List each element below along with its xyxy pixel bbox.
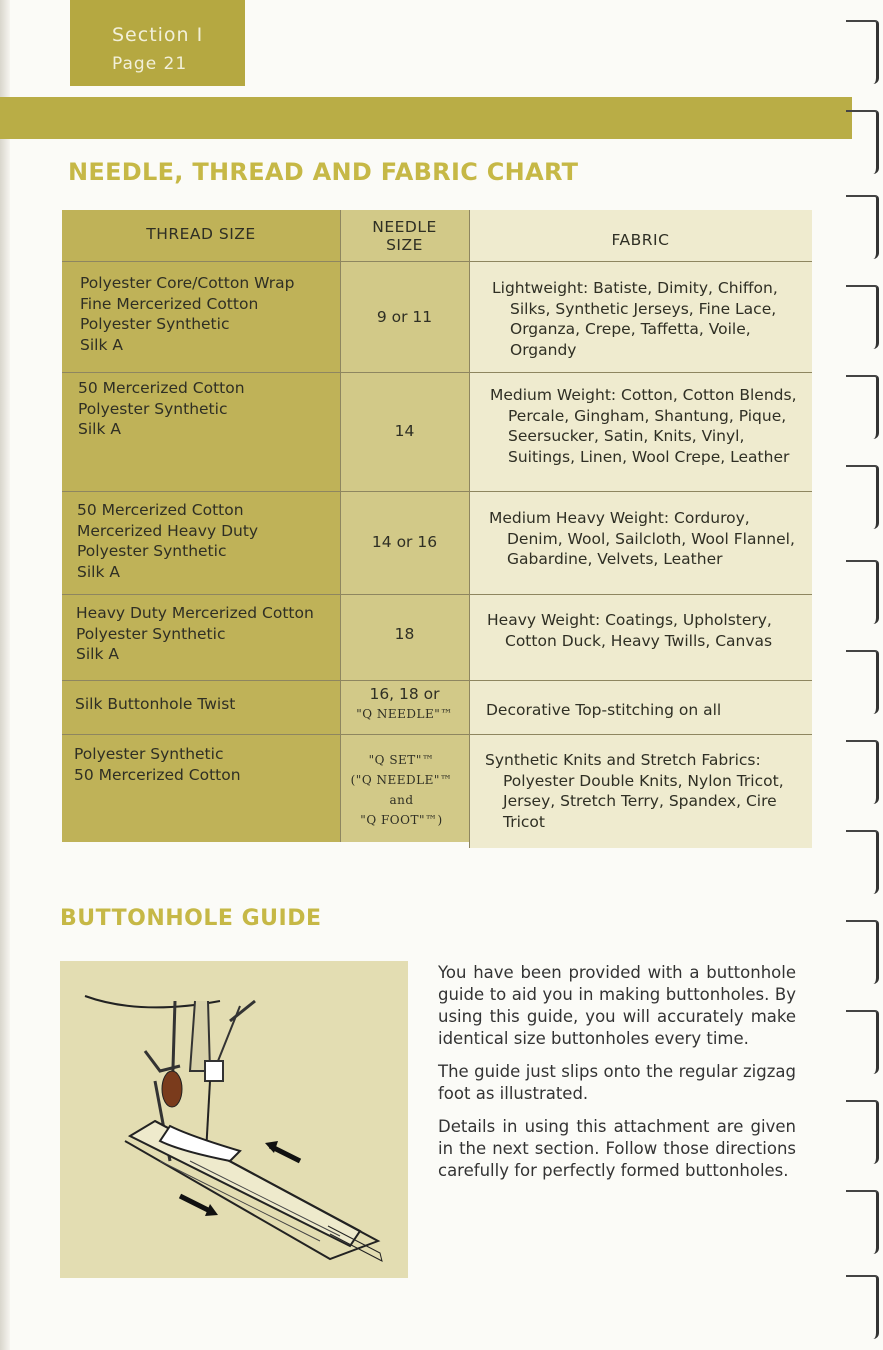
thread-line: Polyester Synthetic bbox=[80, 315, 230, 333]
index-tab bbox=[846, 920, 879, 984]
thread-line: Mercerized Heavy Duty bbox=[77, 521, 259, 540]
needle-cell bbox=[340, 624, 469, 645]
row-rule bbox=[62, 680, 812, 681]
needle-column-bg bbox=[340, 210, 469, 842]
header-band bbox=[0, 97, 852, 139]
fabric-cell bbox=[468, 700, 793, 721]
column-rule bbox=[469, 210, 470, 848]
thread-line: Silk Buttonhole Twist bbox=[75, 695, 236, 713]
index-tab bbox=[846, 560, 879, 624]
row-rule bbox=[62, 372, 812, 373]
guide-paragraph: Details in using this attachment are given in the next section. Follow those directions carefully for perfectly formed buttonholes. bbox=[438, 1117, 796, 1180]
needle-cell bbox=[334, 750, 469, 830]
thread-line: Heavy Duty Mercerized Cotton bbox=[76, 604, 314, 622]
thread-line: Silk A bbox=[76, 645, 119, 663]
index-tab bbox=[846, 20, 879, 84]
needle-cell bbox=[340, 421, 469, 442]
fabric-text: Decorative Top-stitching on all bbox=[486, 701, 722, 719]
thread-line: Polyester Synthetic bbox=[77, 542, 227, 560]
page-binding-edge bbox=[0, 0, 10, 1350]
guide-heading: BUTTONHOLE GUIDE bbox=[60, 906, 322, 931]
fabric-text: Lightweight: Batiste, Dimity, Chiffon, Silks, Synthetic Jerseys, Fine Lace, Organza, Crepe, Taffetta, Voile, Organdy bbox=[492, 279, 778, 359]
index-tab bbox=[846, 830, 879, 894]
needle-line: 9 or 11 bbox=[376, 308, 433, 326]
fabric-text: Heavy Weight: Coatings, Upholstery, Cotton Duck, Heavy Twills, Canvas bbox=[487, 611, 773, 650]
fabric-cell bbox=[474, 278, 799, 360]
fabric-cell bbox=[467, 750, 795, 832]
index-tab bbox=[846, 1190, 879, 1254]
section-tab bbox=[70, 0, 245, 86]
needle-line: and bbox=[389, 793, 414, 807]
thread-line: 50 Mercerized Cotton bbox=[74, 765, 241, 784]
fabric-cell bbox=[469, 610, 794, 651]
needle-line: "Q SET"™ bbox=[368, 753, 435, 767]
chart-heading: NEEDLE, THREAD AND FABRIC CHART bbox=[68, 158, 579, 186]
thread-line: Silk A bbox=[78, 420, 121, 438]
header-thread-size: THREAD SIZE bbox=[146, 225, 256, 243]
guide-paragraph: The guide just slips onto the regular zigzag foot as illustrated. bbox=[438, 1062, 796, 1103]
fabric-cell bbox=[471, 508, 796, 570]
guide-paragraph: You have been provided with a buttonhole guide to aid you in making buttonholes. By using this guide, you will accurately make identical size buttonholes every time. bbox=[438, 963, 796, 1048]
index-tab bbox=[846, 740, 879, 804]
thread-cell bbox=[80, 273, 335, 355]
thread-cell bbox=[78, 378, 333, 440]
thread-line: Silk A bbox=[80, 335, 123, 354]
row-rule bbox=[62, 594, 812, 595]
needle-line: ("Q NEEDLE"™ bbox=[350, 773, 453, 787]
header-needle-size: NEEDLE SIZE bbox=[372, 218, 437, 254]
index-tab bbox=[846, 1010, 879, 1074]
sewing-foot-drawing bbox=[60, 961, 408, 1278]
needle-line: "Q NEEDLE"™ bbox=[356, 707, 453, 721]
thread-line: Fine Mercerized Cotton bbox=[80, 294, 259, 313]
thread-line: Polyester Synthetic bbox=[78, 399, 228, 418]
thread-line: 50 Mercerized Cotton bbox=[77, 501, 244, 519]
needle-line: "Q FOOT"™) bbox=[360, 813, 443, 827]
needle-line: 18 bbox=[394, 625, 415, 643]
index-tab bbox=[846, 1100, 879, 1164]
column-rule bbox=[340, 210, 341, 842]
fabric-text: Synthetic Knits and Stretch Fabrics: Polyester Double Knits, Nylon Tricot, Jersey, Stretch Terry, Spandex, Cire Tricot bbox=[485, 751, 784, 831]
thread-line: Polyester Synthetic bbox=[76, 624, 226, 643]
needle-cell bbox=[340, 532, 469, 553]
needle-cell bbox=[340, 684, 469, 724]
fabric-cell bbox=[472, 385, 797, 467]
needle-cell bbox=[340, 307, 469, 328]
thread-cell bbox=[77, 500, 332, 582]
fabric-text: Medium Heavy Weight: Corduroy, Denim, Wool, Sailcloth, Wool Flannel, Gabardine, Velvets, Leather bbox=[489, 509, 795, 568]
index-tabs bbox=[838, 0, 883, 1350]
needle-line: 16, 18 or bbox=[369, 685, 440, 703]
thread-cell bbox=[74, 744, 329, 785]
thread-cell bbox=[76, 603, 338, 665]
thread-line: Polyester Core/Cotton Wrap bbox=[80, 274, 295, 292]
row-rule bbox=[62, 734, 812, 735]
thread-line: 50 Mercerized Cotton bbox=[78, 379, 245, 397]
thread-line: Polyester Synthetic bbox=[74, 745, 224, 763]
buttonhole-guide-illustration bbox=[60, 961, 408, 1278]
index-tab bbox=[846, 110, 879, 174]
index-tab bbox=[846, 375, 879, 439]
needle-line: 14 bbox=[394, 422, 415, 440]
section-label: Section I bbox=[112, 24, 204, 46]
fabric-text: Medium Weight: Cotton, Cotton Blends, Percale, Gingham, Shantung, Pique, Seersucker, Satin, Knits, Vinyl, Suitings, Linen, Wool Crepe, Leather bbox=[490, 386, 797, 466]
header-rule bbox=[62, 261, 812, 262]
row-rule bbox=[62, 491, 812, 492]
index-tab bbox=[846, 650, 879, 714]
index-tab bbox=[846, 285, 879, 349]
header-fabric: FABRIC bbox=[611, 231, 670, 249]
page-label: Page 21 bbox=[112, 54, 188, 74]
thread-cell bbox=[75, 694, 330, 715]
guide-description bbox=[438, 962, 796, 1193]
index-tab bbox=[846, 465, 879, 529]
index-tab bbox=[846, 195, 879, 259]
needle-line: 14 or 16 bbox=[371, 533, 438, 551]
thread-line: Silk A bbox=[77, 562, 120, 581]
index-tab bbox=[846, 1275, 879, 1339]
